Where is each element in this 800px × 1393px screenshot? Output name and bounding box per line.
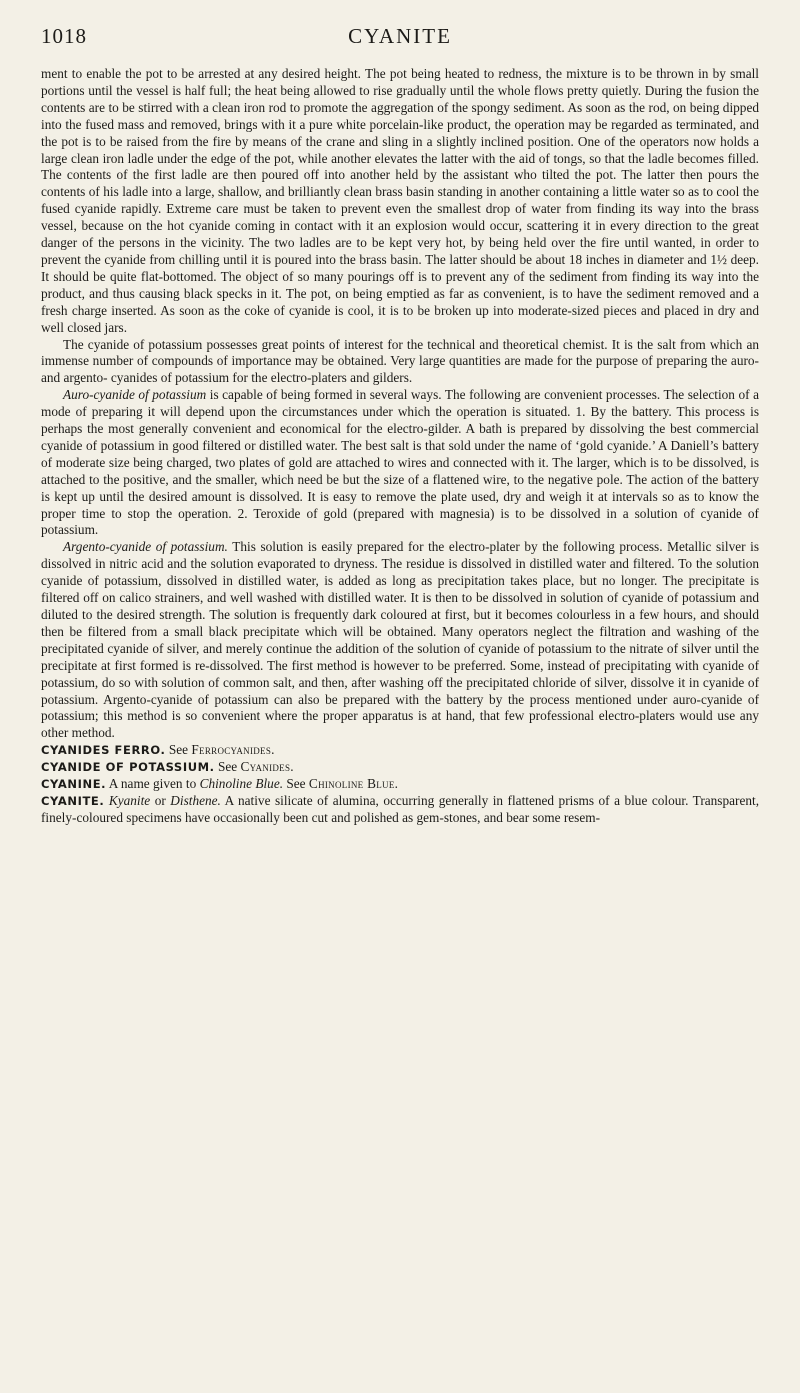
entry-cyanine	[41, 776, 759, 793]
page-body	[41, 66, 759, 827]
headword: CYANIDE OF POTASSIUM.	[41, 760, 215, 775]
synonym-kyanite: Kyanite	[108, 792, 151, 808]
entry-cyanides-ferro	[41, 742, 759, 759]
entry-cyanide-of-potassium	[41, 759, 759, 776]
headword: CYANITE.	[41, 793, 105, 808]
see-label: See	[168, 742, 189, 758]
page-header	[41, 24, 759, 60]
headword: CYANIDES FERRO.	[41, 743, 166, 758]
synonym-disthene: Disthene.	[170, 792, 221, 808]
see-label: See	[286, 776, 306, 792]
page-number: 1018	[41, 24, 87, 48]
paragraph-manufacture: ment to enable the pot to be arrested at any desired height. The pot being heated to redness, the mixture is to be thrown in by small portions until the vessel is half full; the heat being allowed to rise gradually until the whole flows pretty quietly. During the fusion the contents are to be stirred with a clean iron rod to promote the aggregation of the spongy sediment. As soon as the rod, on being dipped into the fused mass and removed, brings with it a pure white porcelain-like product, the operation may be regarded as terminated, and the pot is to be raised from the fire by means of the crane and sling in a slightly inclined position. One of the operators now holds a large clean iron ladle under the edge of the pot, while another elevates the latter with the aid of tongs, so that the ladle becomes filled. The contents of the first ladle are then poured off into another held by the assistant who tilted the pot. The latter then pours the contents of his ladle into a large, shallow, and brilliantly clean brass basin standing in another containing a little water so as to cool the fused cyanide rapidly. Extreme care must be taken to prevent even the smallest drop of water from finding its way into the brass vessel, because on the hot cyanide coming in contact with it an explosion would occur, scattering it in every direction to the great danger of the persons in the vicinity. The two ladles are to be kept very hot, by being held over the fire until wanted, in order to prevent the cyanide from chilling until it is poured into the brass basin. The latter should be about 18 inches in diameter and 1½ deep. It should be quite flat-bottomed. The object of so many pourings off is to prevent any of the sediment from finding its way into the product, and thus causing black specks in it. The pot, on being emptied as far as convenient, is to have the sediment removed and a fresh charge inserted. As soon as the coke of cyanide is cool, it is to be broken up into moderate-sized pieces and placed in dry and well closed jars.	[41, 66, 759, 335]
or-label: or	[154, 792, 166, 808]
argento-cyanide-term: Argento-cyanide of potassium.	[63, 539, 228, 555]
auro-cyanide-term: Auro-cyanide of potassium	[63, 387, 207, 403]
cross-reference: Cyanides.	[240, 759, 294, 775]
definition-text: A name given to	[108, 776, 197, 792]
auro-cyanide-text: is capable of being formed in several ways. The following are convenient processes. The selection of a mode of preparing it will depend upon the circumstances under which the operation is situated. 1. By the battery. This process is perhaps the most generally convenient and economical for the electro-gilder. A bath is prepared by dissolving the best commercial cyanide of potassium in good filtered or distilled water. The best salt is that sold under the name of ‘gold cyanide.’ A Daniell’s battery of moderate size being charged, two plates of gold are attached to wires and connected with it. The larger, which is to be dissolved, is attached to the positive, and the smaller, which need be but the size of a flattened wire, to the negative pole. The action of the battery is kept up until the desired amount is dissolved. It is easy to remove the plate used, dry and weigh it at intervals so as to know the proper time to stop the operation. 2. Teroxide of gold (prepared with magnesia) is to be dissolved in a solution of cyanide of potassium.	[41, 387, 759, 538]
paragraph-auro-cyanide	[41, 387, 759, 539]
paragraph-argento-cyanide	[41, 539, 759, 742]
cross-reference: Chinoline Blue.	[308, 776, 399, 792]
cross-reference: Ferrocyanides.	[191, 742, 275, 758]
see-label: See	[217, 759, 238, 775]
cyanite-text: A native silicate of alumina, occurring generally in flattened prisms of a blue colour. Transparent, finely-coloured specimens have occasionally been cut and polished as gem-stones, and bear some resem-	[41, 792, 760, 825]
running-title: CYANITE	[348, 24, 452, 48]
definition-term: Chinoline Blue.	[199, 776, 284, 792]
argento-cyanide-text: This solution is easily prepared for the electro-plater by the following process. Metallic silver is dissolved in nitric acid and the solution evaporated to dryness. The residue is dissolved in distilled water and filtered. To the solution cyanide of potassium, dissolved in distilled water, is added as long as precipitation takes place, but no longer. The precipitate is filtered off on calico strainers, and well washed with distilled water. It is then to be dissolved in solution of cyanide of potassium and diluted to the desired strength. The solution is frequently dark coloured at first, but it becomes colourless in a few hours, and should then be filtered from a small black precipitate which will be obtained. Many operators neglect the filtration and washing of the precipitated cyanide of silver, and merely continue the addition of the solution of cyanide of potassium to the nitrate of silver until the precipitate at first formed is re-dissolved. The first method is however to be preferred. Some, instead of precipitating with cyanide of potassium, do so with solution of common salt, and then, after washing off the precipitated chloride of silver, dissolve it in cyanide of potassium. Argento-cyanide of potassium can also be prepared with the battery by the process mentioned under auro-cyanide of potassium; this method is so convenient where the proper apparatus is at hand, that few professional electro-platers would use any other method.	[41, 539, 759, 741]
entry-cyanite	[41, 793, 759, 827]
headword: CYANINE.	[41, 777, 107, 792]
paragraph-cyanide-interest: The cyanide of potassium possesses great points of interest for the technical and theoretical chemist. It is the salt from which an immense number of compounds of importance may be obtained. Very large quantities are made for the purpose of preparing the auro- and argento- cyanides of potassium for the electro-platers and gilders.	[41, 336, 759, 386]
